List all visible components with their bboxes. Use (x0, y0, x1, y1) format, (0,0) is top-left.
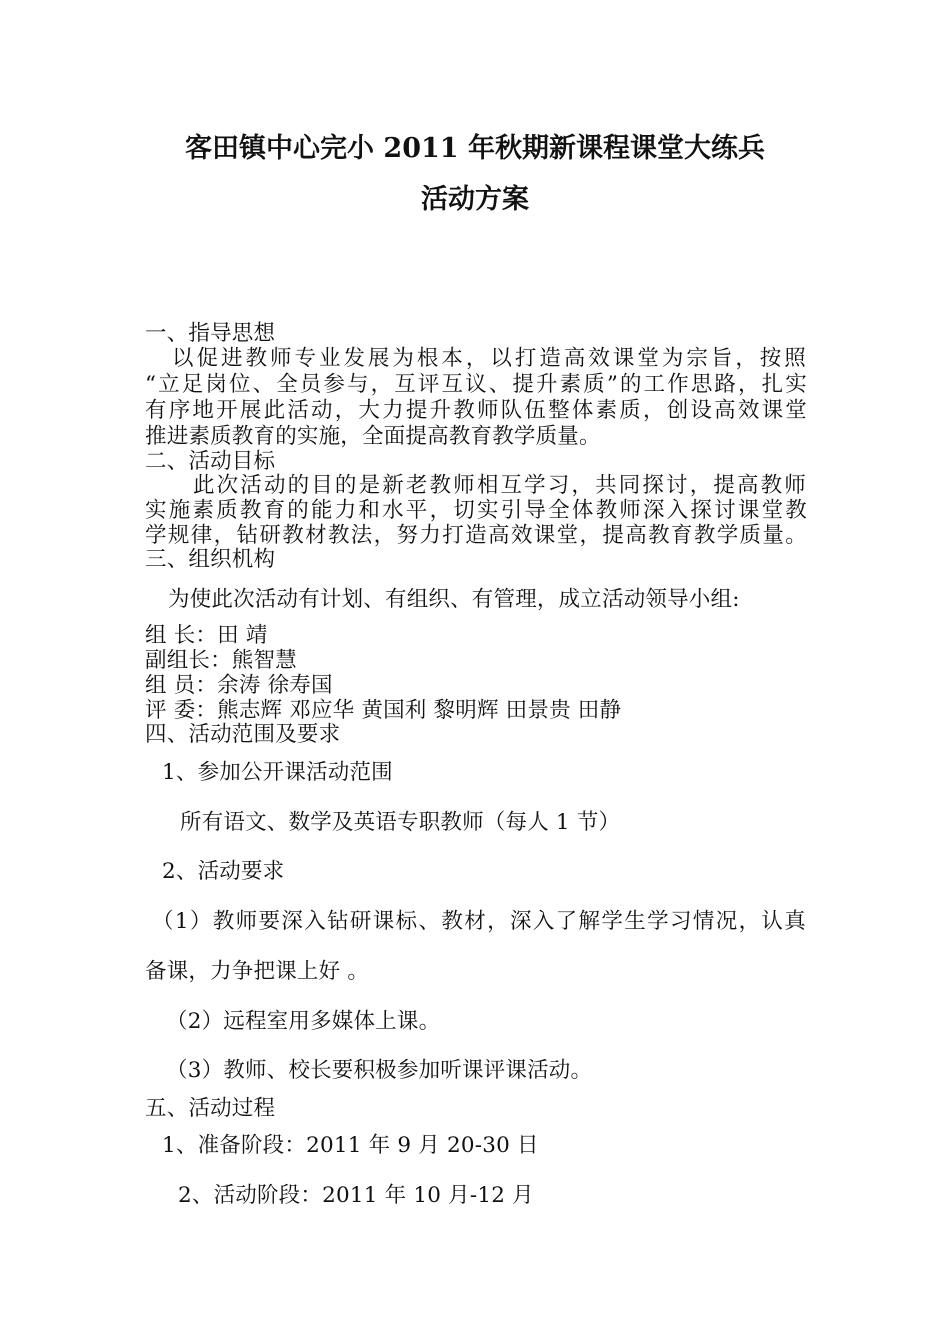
doc-title: 客田镇中心完小 2011 年秋期新课程课堂大练兵 (185, 133, 765, 164)
paragraph-line: “立足岗位、全员参与，互评互议、提升素质”的工作思路，扎实 (145, 372, 807, 397)
stage-activity: 2、活动阶段：2011 年 10 月-12 月 (178, 1183, 534, 1208)
section-heading-guiding-idea: 一、指导思想 (145, 321, 276, 346)
org-leader: 组 长：田 靖 (145, 623, 268, 648)
org-judges: 评 委：熊志辉 邓应华 黄国利 黎明辉 田景贵 田静 (145, 698, 622, 723)
subheading-requirements: 2、活动要求 (162, 859, 285, 884)
organization-intro: 为使此次活动有计划、有组织、有管理，成立活动领导小组: (168, 587, 740, 612)
requirement-3: （3）教师、校长要积极参加听课评课活动。 (166, 1058, 593, 1083)
paragraph-line: 以促进教师专业发展为根本，以打造高效课堂为宗旨，按照 (172, 346, 806, 371)
scope-text: 所有语文、数学及英语专职教师（每人 1 节） (180, 810, 621, 835)
paragraph-line: 实施素质教育的能力和水平，切实引导全体教师深入探讨课堂教 (145, 498, 807, 523)
stage-preparation: 1、准备阶段：2011 年 9 月 20-30 日 (162, 1133, 539, 1158)
paragraph-line: 学规律，钻研教材教法，努力打造高效课堂，提高教育教学质量。 (145, 523, 807, 548)
section-heading-scope: 四、活动范围及要求 (145, 722, 341, 747)
section-heading-goals: 二、活动目标 (145, 449, 276, 474)
section-heading-organization: 三、组织机构 (145, 547, 276, 572)
doc-subtitle: 活动方案 (421, 184, 529, 215)
section-heading-process: 五、活动过程 (145, 1096, 276, 1121)
requirement-1-cont: 备课，力争把课上好 。 (145, 959, 370, 984)
paragraph-line: 有序地开展此活动，大力提升教师队伍整体素质，创设高效课堂 (145, 398, 807, 423)
requirement-2: （2）远程室用多媒体上课。 (166, 1009, 441, 1034)
org-vice-leader: 副组长：熊智慧 (145, 648, 297, 673)
subheading-scope: 1、参加公开课活动范围 (162, 760, 393, 785)
requirement-1: （1）教师要深入钻研课标、教材，深入了解学生学习情况，认真 (152, 909, 806, 934)
paragraph-line: 此次活动的目的是新老教师相互学习，共同探讨，提高教师 (193, 473, 806, 498)
org-members: 组 员：余涛 徐寿国 (145, 673, 333, 698)
paragraph-line: 推进素质教育的实施，全面提高教育教学质量。 (145, 424, 601, 449)
